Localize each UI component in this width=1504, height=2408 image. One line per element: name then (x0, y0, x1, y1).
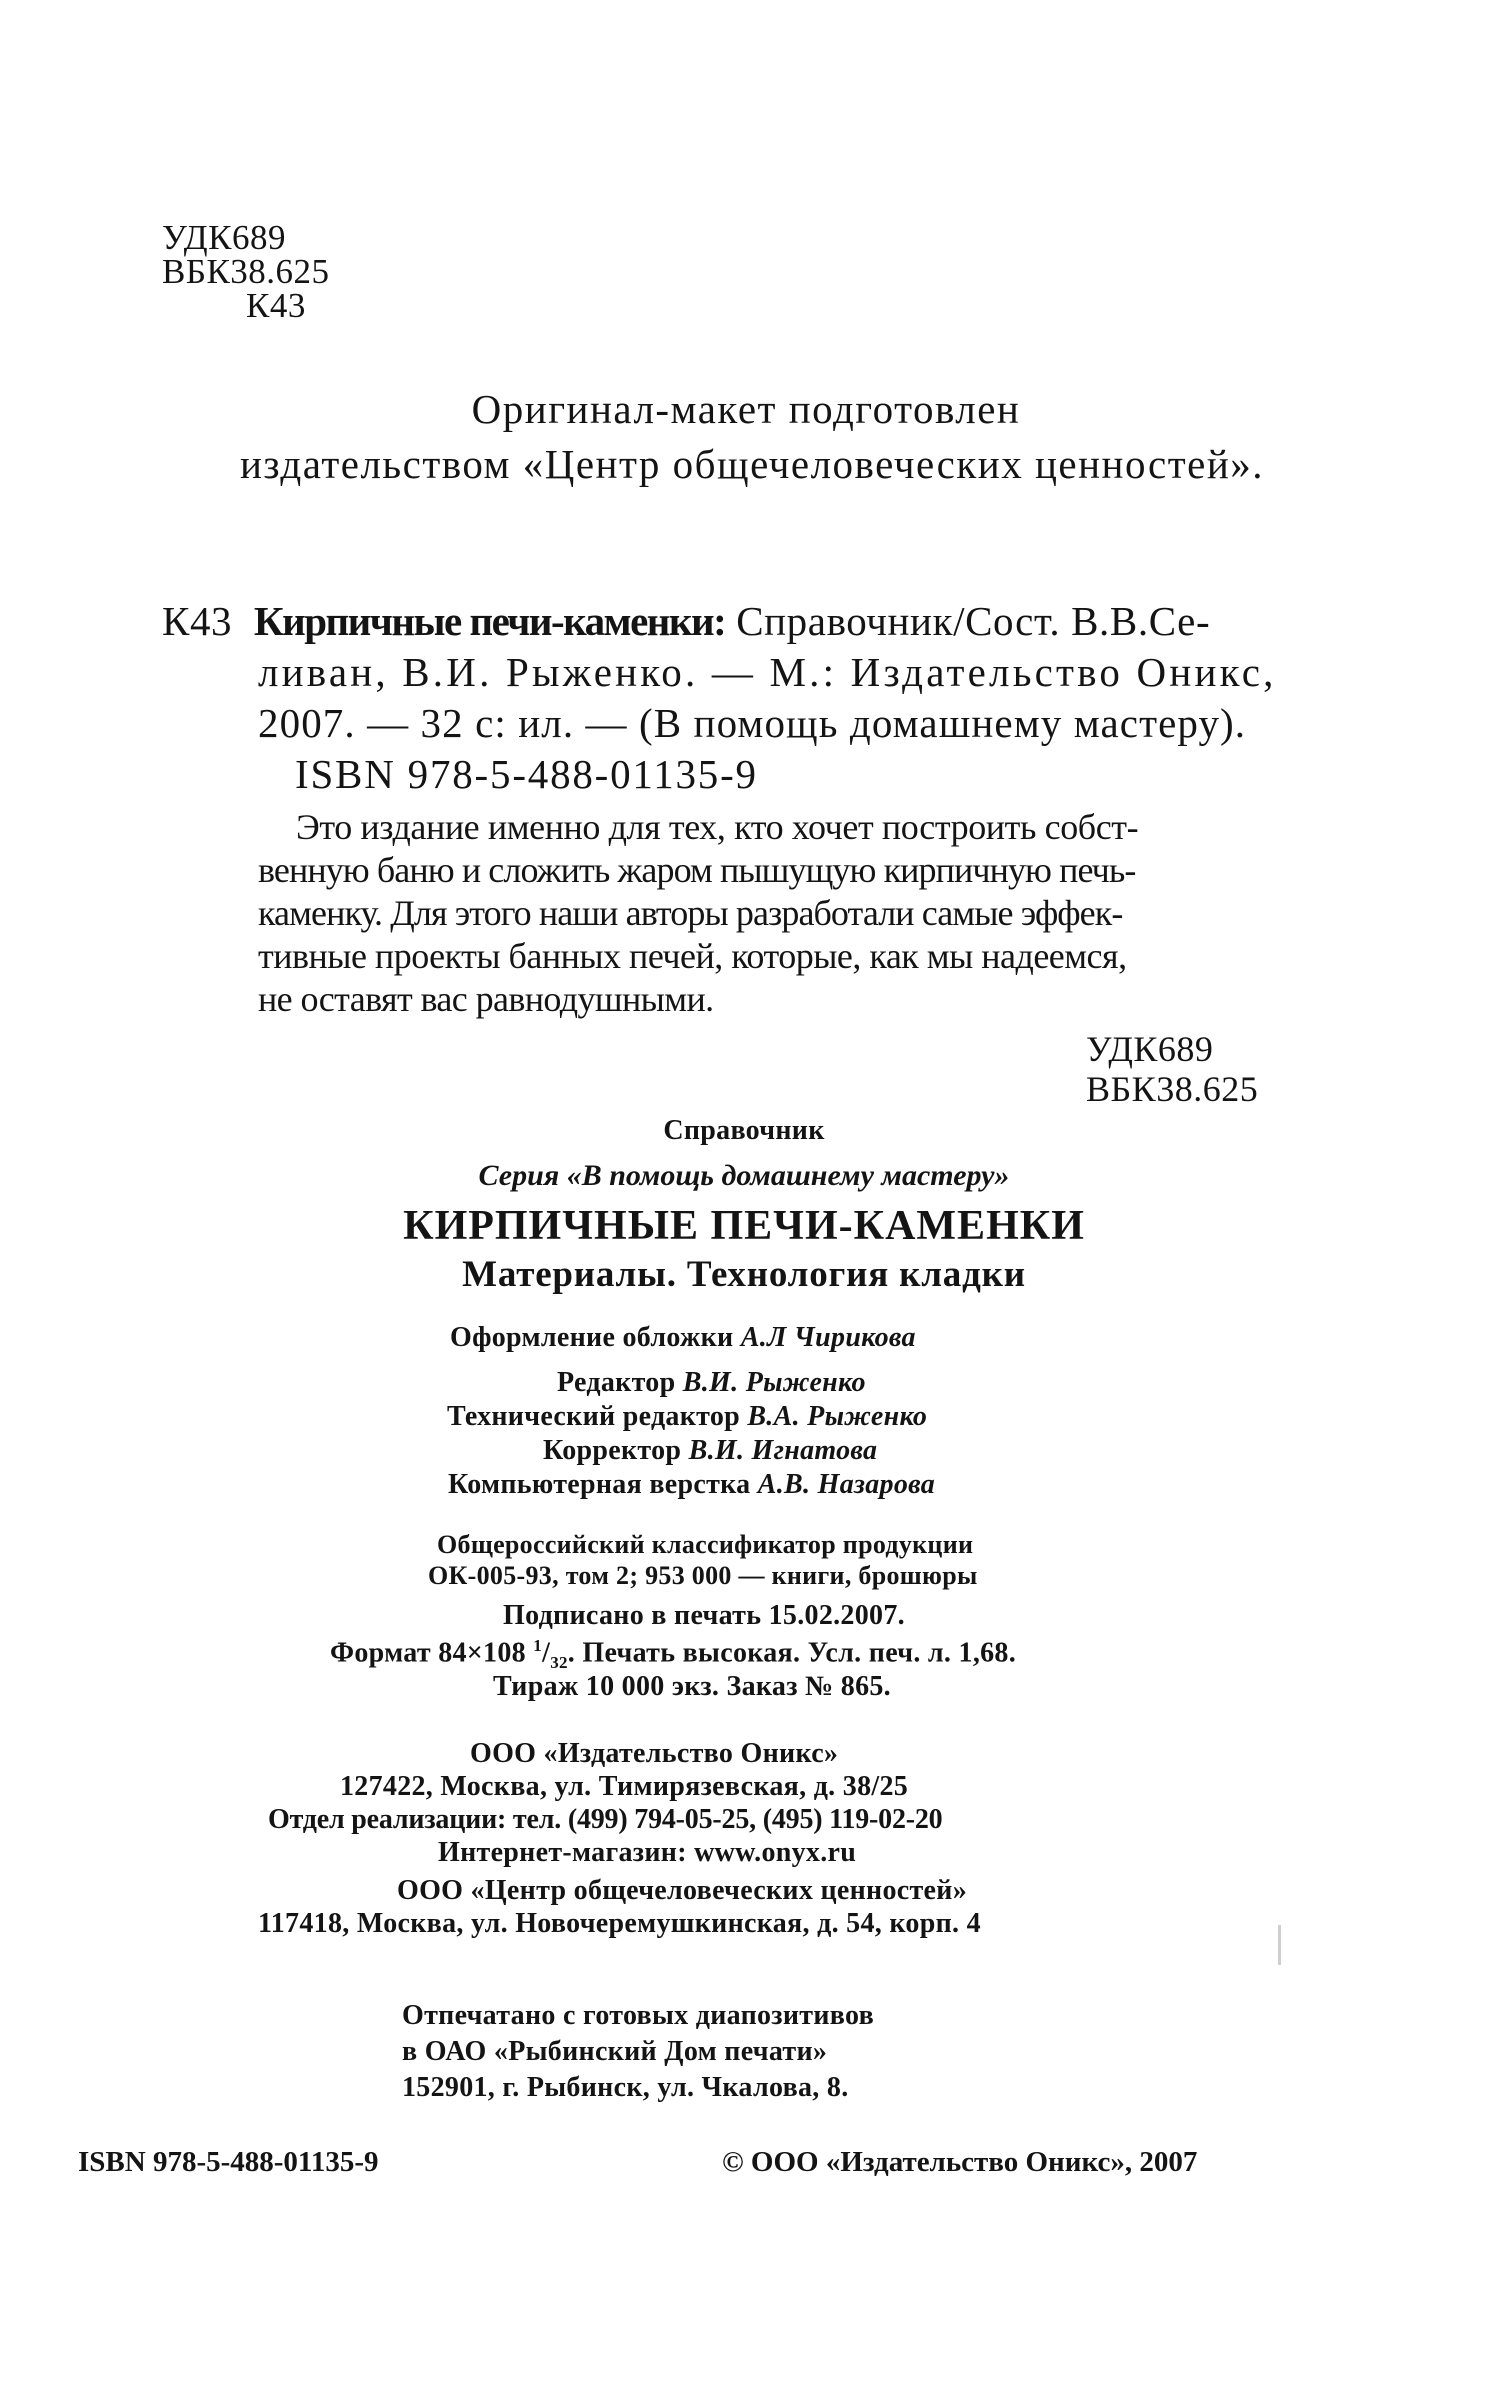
credit-name: А.Л Чирикова (740, 1322, 916, 1353)
bbk-code-top: ВБК38.625 (162, 252, 330, 291)
format-suffix: . Печать высокая. Усл. печ. л. 1,68. (567, 1637, 1017, 1669)
imprint-title: КИРПИЧНЫЕ ПЕЧИ-КАМЕНКИ (403, 1203, 1085, 1249)
prepared-notice-line2: издательством «Центр общечеловеческих ценностей». (239, 441, 1265, 487)
imprint-subtitle: Материалы. Технология кладки (462, 1254, 1026, 1295)
isbn-line: ISBN 978-5-488-01135-9 (295, 751, 758, 797)
format-line: Формат 84×108 $^1/_{32}$. Печать высокая. Усл. печ. л. 1,68. (330, 1636, 1017, 1672)
abstract-line5: не оставят вас равнодушными. (258, 979, 714, 1019)
author-mark-top: К43 (246, 286, 306, 325)
center-name: ООО «Центр общечеловеческих ценностей» (397, 1875, 968, 1906)
credit-editor (557, 1367, 866, 1399)
bibliographic-entry-line2: ливан, В.И. Рыженко. — М.: Издательство Оникс, (258, 649, 1277, 695)
prepared-notice-line1: Оригинал-макет подготовлен (471, 386, 1021, 432)
credit-name: В.И. Рыженко (682, 1367, 866, 1398)
credit-role: Редактор (557, 1367, 676, 1398)
format-fraction-denominator: 32 (550, 1652, 568, 1672)
credit-role: Технический редактор (447, 1401, 741, 1432)
credit-role: Корректор (543, 1435, 682, 1466)
publisher-online-shop: Интернет-магазин: www.onyx.ru (438, 1837, 857, 1868)
udk-code-bottom: УДК689 (1086, 1029, 1214, 1069)
format-prefix: Формат 84×108 (330, 1637, 526, 1669)
credit-name: В.А. Рыженко (747, 1401, 928, 1432)
author-mark: К43 (162, 598, 233, 644)
classifier-line2: ОК-005-93, том 2; 953 000 — книги, брошюры (428, 1561, 978, 1590)
publisher-address: 127422, Москва, ул. Тимирязевская, д. 38/25 (340, 1771, 909, 1802)
abstract-line2: венную баню и сложить жаром пышущую кирпичную печь- (258, 850, 1136, 890)
bbk-code-bottom: ВБК38.625 (1086, 1069, 1259, 1109)
credit-role: Оформление обложки (450, 1322, 734, 1353)
publisher-name: ООО «Издательство Оникс» (470, 1738, 839, 1769)
scan-mark (1278, 1925, 1281, 1965)
bib-line1-rest: Справочник/Сост. В.В.Се- (736, 598, 1211, 644)
publisher-sales: Отдел реализации: тел. (499) 794-05-25, (495) 119-02-20 (268, 1804, 943, 1835)
printer-line1: Отпечатано с готовых диапозитивов (402, 2000, 875, 2031)
center-address: 117418, Москва, ул. Новочеремушкинская, д. 54, корп. 4 (258, 1908, 981, 1939)
footer-isbn: ISBN 978-5-488-01135-9 (78, 2146, 379, 2178)
bibliographic-entry-line1 (162, 597, 1210, 645)
credit-technical-editor (447, 1401, 927, 1433)
printer-line3: 152901, г. Рыбинск, ул. Чкалова, 8. (402, 2072, 849, 2103)
bibliographic-entry-line3: 2007. — 32 с: ил. — (В помощь домашнему мастеру). (258, 700, 1247, 746)
credit-role: Компьютерная верстка (448, 1469, 751, 1500)
format-fraction-numerator: 1 (533, 1636, 543, 1655)
credit-layout (448, 1469, 935, 1501)
abstract-line3: каменку. Для этого наши авторы разработали самые эффек- (258, 893, 1123, 933)
udk-code-top: УДК689 (162, 218, 286, 257)
abstract-line1: Это издание именно для тех, кто хочет построить собст- (296, 807, 1139, 847)
imprint-series: Серия «В помощь домашнему мастеру» (478, 1159, 1010, 1192)
classifier-line1: Общероссийский классификатор продукции (437, 1530, 974, 1559)
book-title-bold: Кирпичные печи-каменки: (253, 598, 726, 644)
abstract-line4: тивные проекты банных печей, которые, как мы надеемся, (258, 936, 1127, 976)
footer-copyright: © ООО «Издательство Оникс», 2007 (722, 2146, 1198, 2178)
credit-name: А.В. Назарова (757, 1469, 936, 1500)
credit-cover-design (450, 1322, 916, 1354)
credit-proofreader (543, 1435, 877, 1467)
print-run: Тираж 10 000 экз. Заказ № 865. (493, 1671, 891, 1702)
printer-line2: в ОАО «Рыбинский Дом печати» (402, 2036, 828, 2067)
credit-name: В.И. Игнатова (688, 1435, 878, 1466)
imprint-genre: Справочник (663, 1115, 825, 1146)
signed-to-print: Подписано в печать 15.02.2007. (503, 1600, 905, 1631)
